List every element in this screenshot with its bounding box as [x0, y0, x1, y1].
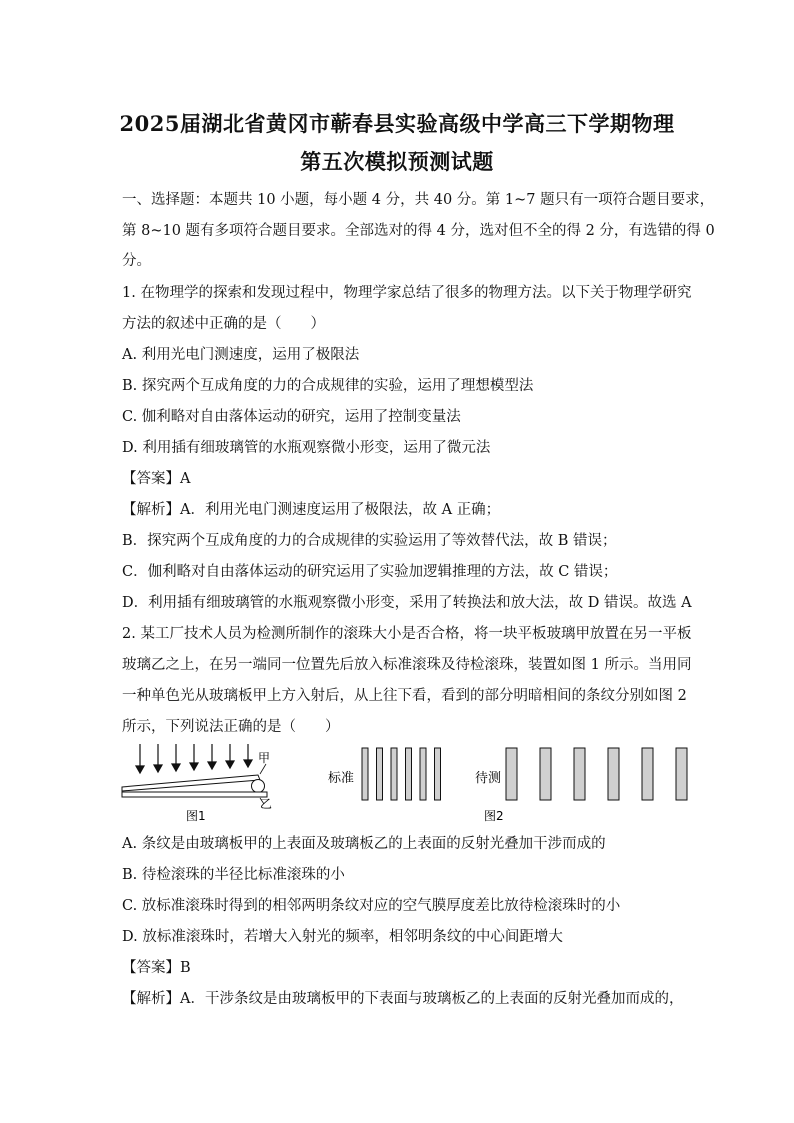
test-fringes [506, 748, 687, 800]
q1-stem-line1: 1. 在物理学的探索和发现过程中，物理学家总结了很多的物理方法。以下关于物理学研究 [122, 285, 692, 301]
test-fringe-bar [574, 748, 585, 800]
q2-option-d: D. 放标准滚珠时，若增大入射光的频率，相邻明条纹的中心间距增大 [122, 929, 563, 945]
test-fringe-bar [506, 748, 517, 800]
q2-stem-line3: 一种单色光从玻璃板甲上方入射后，从上往下看，看到的部分明暗相间的条纹分别如图 2 [122, 688, 687, 704]
standard-fringe-label: 标准 [328, 771, 355, 786]
q1-explanation-line2: B．探究两个互成角度的力的合成规律的实验运用了等效替代法，故 B 错误； [122, 533, 617, 549]
q2-stem-line1: 2. 某工厂技术人员为检测所制作的滚珠大小是否合格，将一块平板玻璃甲放置在另一平板 [122, 626, 692, 642]
standard-fringe-bar [406, 748, 412, 800]
figure2-fringes [328, 748, 687, 823]
q2-explanation-line1: 【解析】A．干涉条纹是由玻璃板甲的下表面与玻璃板乙的上表面的反射光叠加而成的， [122, 991, 684, 1007]
figure2-caption: 图2 [484, 809, 504, 823]
q2-stem-line4: 所示，下列说法正确的是（ ） [122, 719, 340, 735]
test-fringe-bar [642, 748, 653, 800]
ball-bearing [252, 780, 265, 793]
glass-plate-jia [122, 775, 260, 791]
q1-explanation-line4: D．利用插有细玻璃管的水瓶观察微小形变，采用了转换法和放大法，故 D 错误。故选 A [122, 595, 692, 611]
q2-figure-svg [110, 742, 700, 824]
q2-answer: 【答案】B [122, 960, 191, 976]
page-title-line2: 第五次模拟预测试题 [300, 149, 494, 174]
figure1-apparatus [122, 744, 272, 823]
glass-plate-yi [122, 792, 267, 797]
standard-fringe-bar [377, 748, 383, 800]
standard-fringe-bar [420, 748, 426, 800]
standard-fringe-bar [391, 748, 397, 800]
q1-option-b: B. 探究两个互成角度的力的合成规律的实验，运用了理想模型法 [122, 378, 534, 394]
q2-option-a: A. 条纹是由玻璃板甲的上表面及玻璃板乙的上表面的反射光叠加干涉而成的 [122, 836, 606, 852]
section-instructions-line2: 第 8~10 题有多项符合题目要求。全部选对的得 4 分，选对但不全的得 2 分，有选错的得 0 [122, 223, 715, 239]
q1-option-a: A. 利用光电门测速度，运用了极限法 [122, 347, 360, 363]
page-title-line1: 2025届湖北省黄冈市蕲春县实验高级中学高三下学期物理 [119, 111, 675, 136]
q1-answer: 【答案】A [122, 471, 191, 487]
figure1-caption: 图1 [186, 809, 206, 823]
test-fringe-label: 待测 [475, 771, 502, 786]
q1-explanation-line3: C．伽利略对自由落体运动的研究运用了实验加逻辑推理的方法，故 C 错误； [122, 564, 618, 580]
section-instructions-line1: 一、选择题：本题共 10 小题，每小题 4 分，共 40 分。第 1~7 题只有一项符合题目要求， [122, 192, 715, 208]
q1-option-d: D. 利用插有细玻璃管的水瓶观察微小形变，运用了微元法 [122, 440, 491, 456]
glass-label-yi: 乙 [260, 797, 273, 811]
test-fringe-bar [540, 748, 551, 800]
q1-explanation-line1: 【解析】A．利用光电门测速度运用了极限法，故 A 正确； [122, 502, 501, 518]
q1-stem-line2: 方法的叙述中正确的是（ ） [122, 316, 325, 332]
q2-figure [110, 742, 700, 824]
q2-stem-line2: 玻璃乙之上，在另一端同一位置先后放入标准滚珠及待检滚珠，装置如图 1 所示。当用同 [122, 657, 692, 673]
section-instructions-line3: 分。 [122, 253, 151, 269]
test-fringe-bar [676, 748, 687, 800]
q2-option-c: C. 放标准滚珠时得到的相邻两明条纹对应的空气膜厚度差比放待检滚珠时的小 [122, 898, 621, 914]
standard-fringe-bar [362, 748, 368, 800]
test-fringe-bar [608, 748, 619, 800]
standard-fringes [362, 748, 441, 800]
incident-light-arrows [136, 744, 252, 773]
standard-fringe-bar [435, 748, 441, 800]
q2-option-b: B. 待检滚珠的半径比标准滚珠的小 [122, 867, 345, 883]
glass-label-jia: 甲 [258, 751, 271, 765]
q1-option-c: C. 伽利略对自由落体运动的研究，运用了控制变量法 [122, 409, 461, 425]
